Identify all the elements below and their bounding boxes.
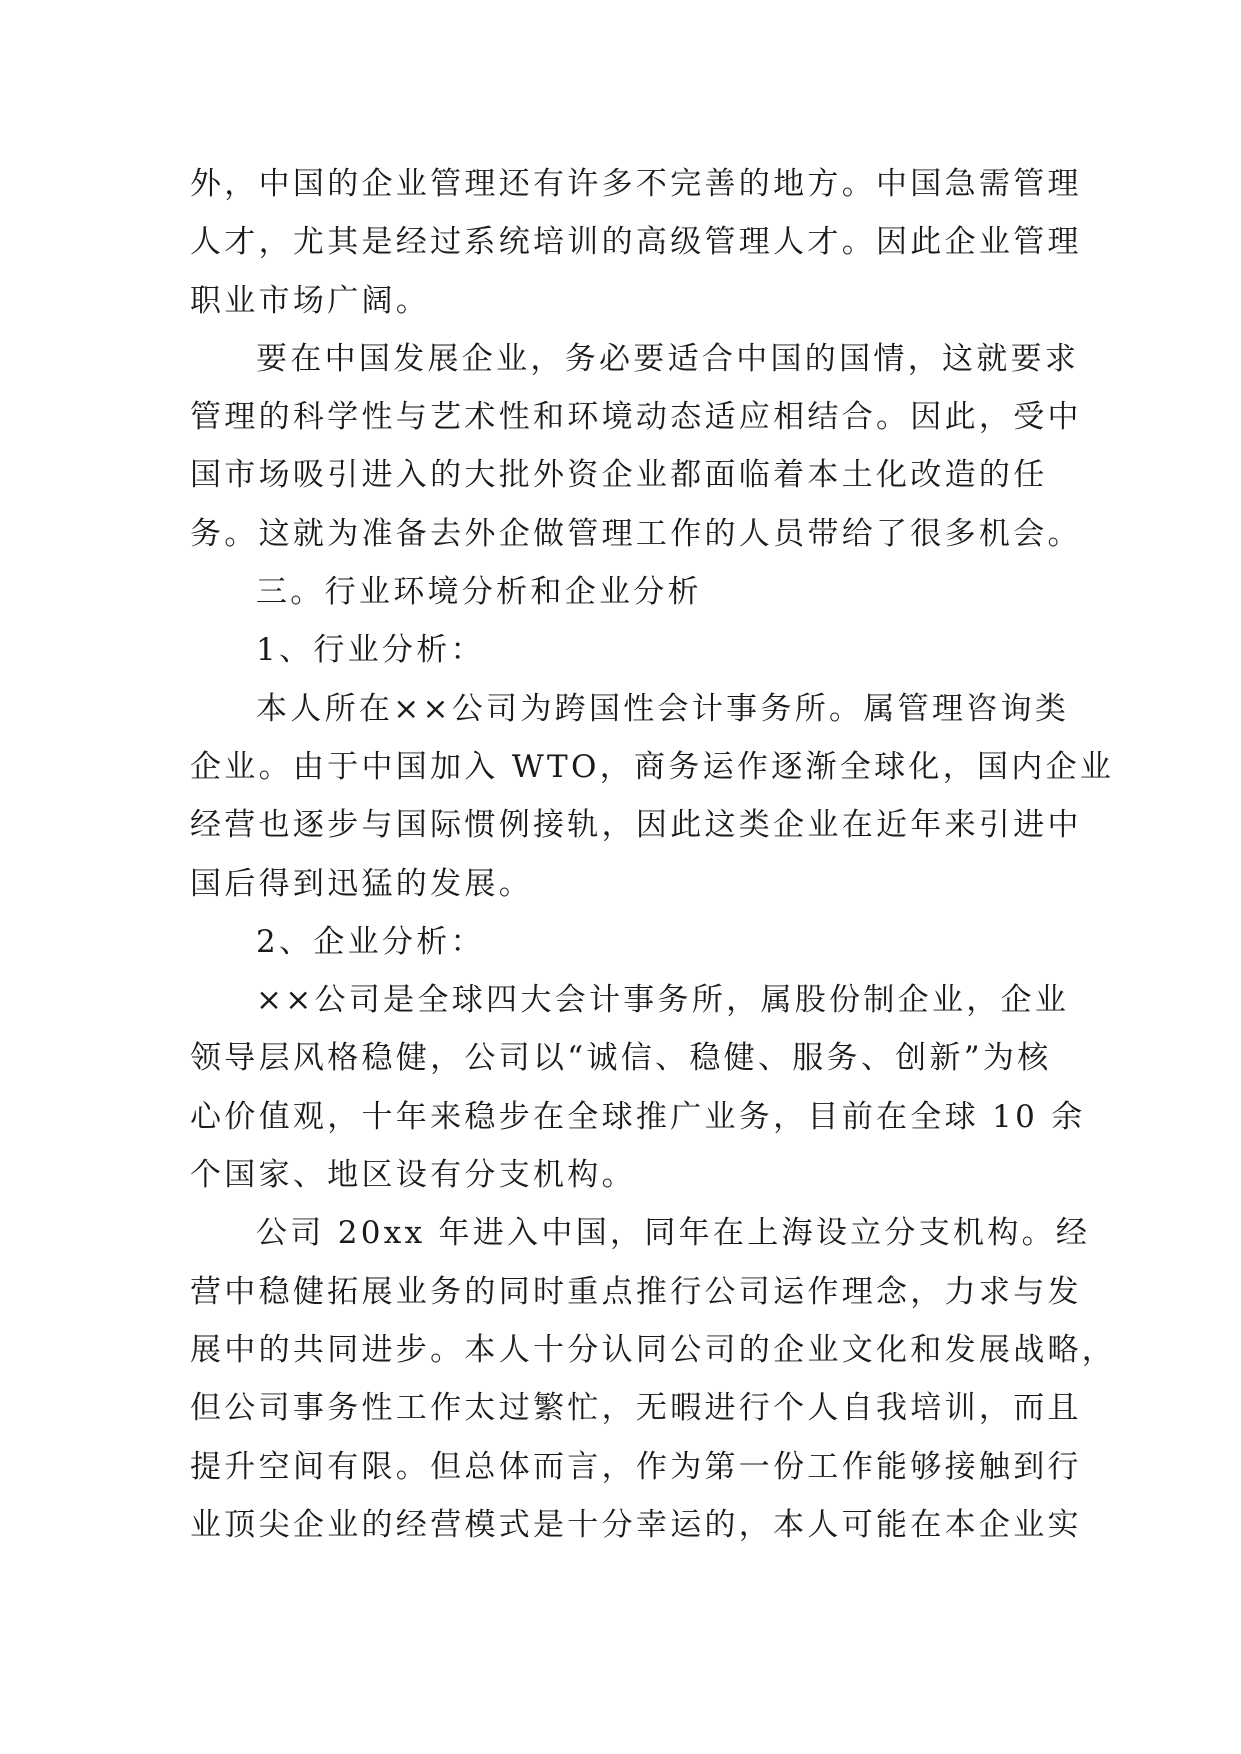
text-line: 展中的共同进步。本人十分认同公司的企业文化和发展战略， — [190, 1331, 1117, 1368]
text-line: 三。行业环境分析和企业分析 — [256, 574, 702, 611]
text-line: 个国家、地区设有分支机构。 — [190, 1157, 636, 1194]
text-line: 务。这就为准备去外企做管理工作的人员带给了很多机会。 — [190, 515, 1082, 552]
text-line: 国市场吸引进入的大批外资企业都面临着本土化改造的任 — [190, 457, 1048, 494]
text-line: ××公司是全球四大会计事务所，属股份制企业，企业 — [256, 982, 1070, 1019]
text-line: 外，中国的企业管理还有许多不完善的地方。中国急需管理 — [190, 166, 1082, 202]
text-line: 业顶尖企业的经营模式是十分幸运的，本人可能在本企业实 — [190, 1506, 1082, 1543]
text-line: 人才，尤其是经过系统培训的高级管理人才。因此企业管理 — [190, 224, 1082, 261]
text-line: 经营也逐步与国际惯例接轨，因此这类企业在近年来引进中 — [190, 807, 1082, 844]
text-line: 心价值观，十年来稳步在全球推广业务，目前在全球 10 余 — [190, 1098, 1086, 1135]
text-line: 领导层风格稳健，公司以“诚信、稳健、服务、创新”为核 — [190, 1040, 1052, 1077]
text-line: 提升空间有限。但总体而言，作为第一份工作能够接触到行 — [190, 1448, 1082, 1485]
text-line: 国后得到迅猛的发展。 — [190, 865, 533, 902]
text-line: 管理的科学性与艺术性和环境动态适应相结合。因此，受中 — [190, 399, 1082, 436]
text-line: 2、企业分析： — [256, 923, 485, 960]
text-line: 但公司事务性工作太过繁忙，无暇进行个人自我培训，而且 — [190, 1390, 1082, 1427]
text-line: 职业市场广阔。 — [190, 282, 431, 319]
text-line: 要在中国发展企业，务必要适合中国的国情，这就要求 — [256, 340, 1080, 377]
document-body — [190, 155, 1117, 1554]
text-line: 营中稳健拓展业务的同时重点推行公司运作理念，力求与发 — [190, 1273, 1082, 1310]
text-line: 1、行业分析： — [256, 632, 485, 669]
text-line: 公司 20xx 年进入中国，同年在上海设立分支机构。经 — [256, 1215, 1091, 1252]
text-line: 企业。由于中国加入 WTO，商务运作逐渐全球化，国内企业 — [190, 748, 1115, 785]
text-line: 本人所在××公司为跨国性会计事务所。属管理咨询类 — [256, 690, 1070, 727]
